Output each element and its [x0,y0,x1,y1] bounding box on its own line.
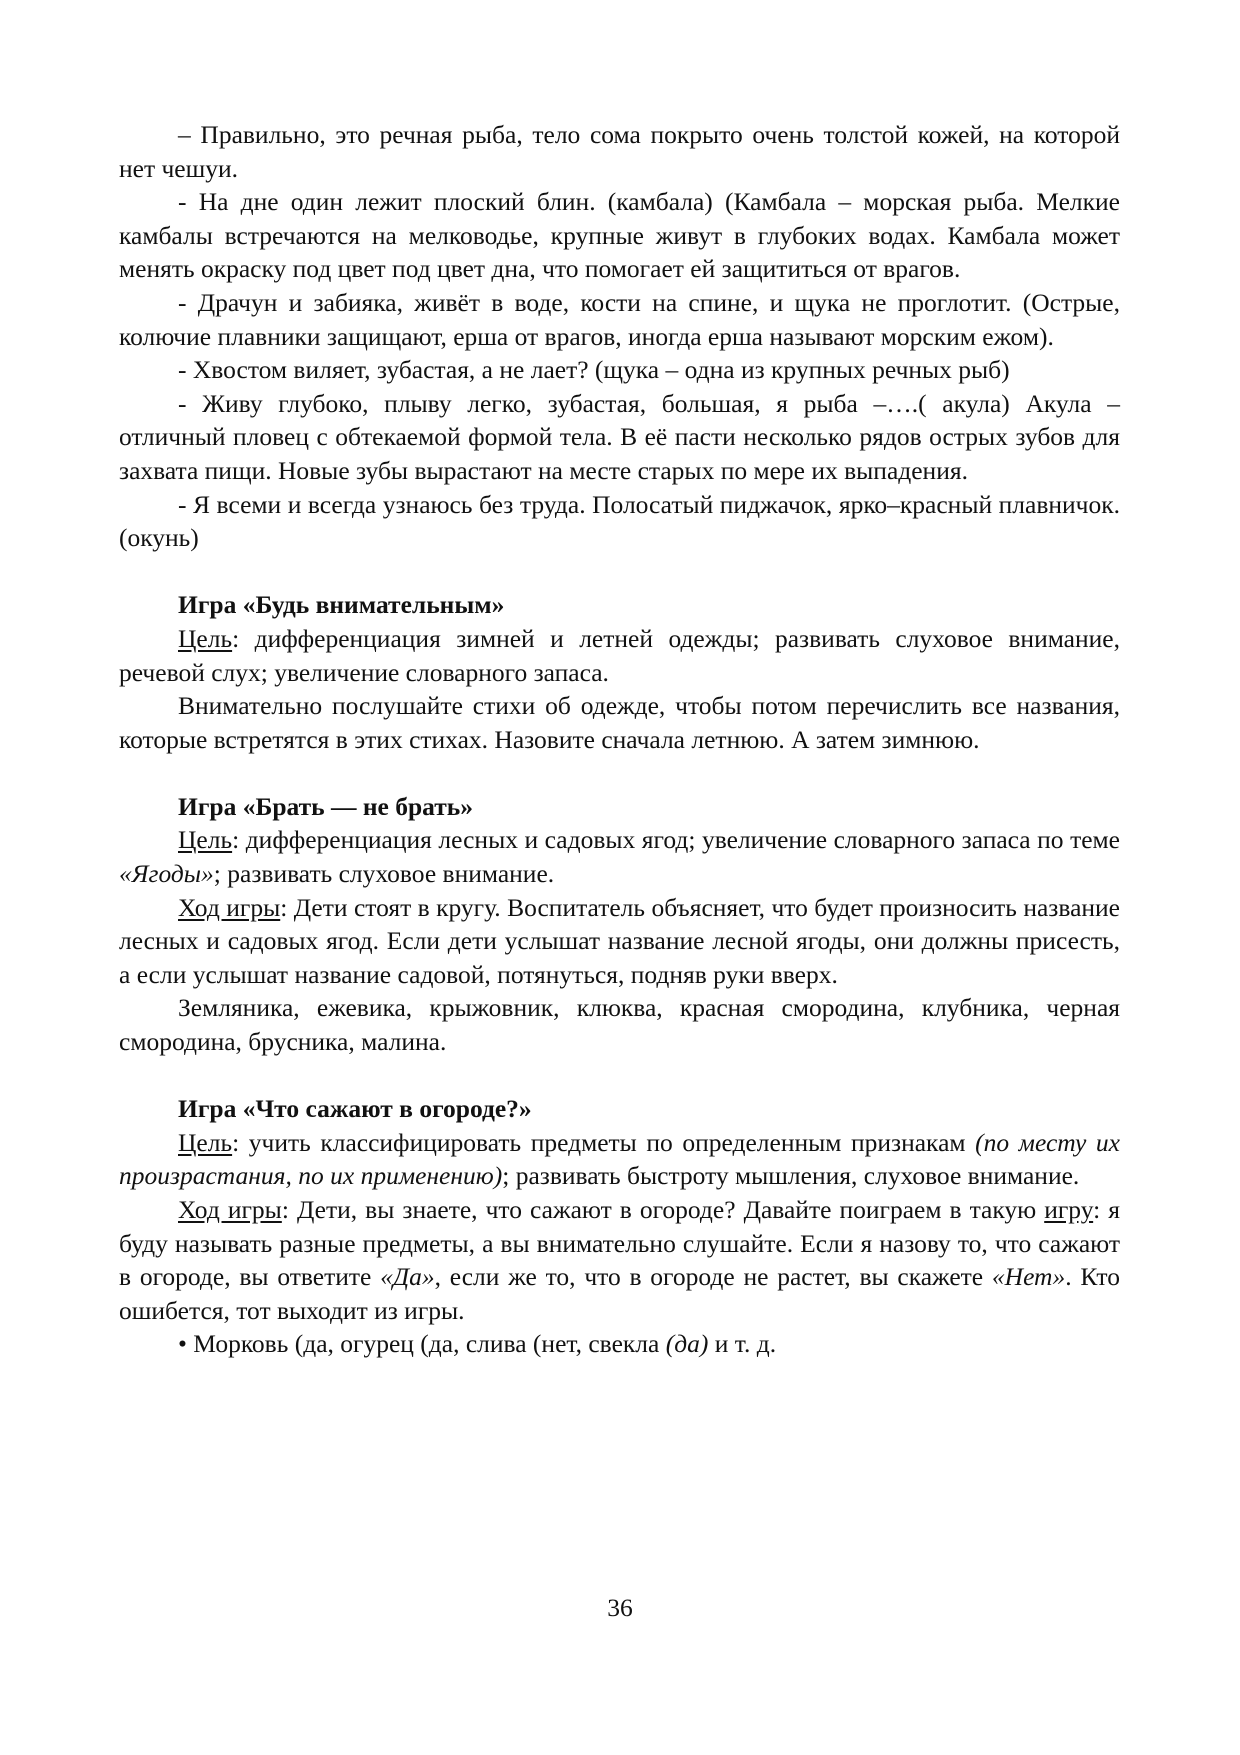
goal-italic: (по месту их произрастания, по их применению) [119,1127,1121,1191]
move-text: : Дети стоят в кругу. Воспитатель объясняет, что будет произносить название лесных и садовых ягод. Если дети услышат название лесной ягоды, они должны присесть, а если услышат название садовой, потянуться, подняв руки вверх. [119,892,1121,989]
paragraph-yorsh: - Драчун и забияка, живёт в воде, кости на спине, и щука не проглотит. (Острые, колючие плавники защищают, ерша от врагов, иногда ерша называют морским ежом). [119,287,1120,351]
move-text-4: . Кто ошибется, тот выходит из игры. [119,1262,1120,1325]
goal-italic: «Ягоды» [119,859,214,889]
bullet-text-end: и т. д. [708,1329,777,1359]
document-page [119,118,1120,1361]
move-label: Ход игры [178,1195,282,1224]
goal-paragraph [119,823,1120,890]
goal-text: : дифференциация лесных и садовых ягод; увеличение словарного запаса по теме [232,825,1120,855]
move-paragraph [119,891,1120,992]
goal-text: : дифференциация зимней и летней одежды; развивать слуховое внимание, речевой слух; увеличение словарного запаса. [119,623,1120,687]
move-label: Ход игры [178,892,281,922]
answer-no: «Нет» [991,1262,1066,1292]
instruction-paragraph: Внимательно послушайте стихи об одежде, чтобы потом перечислить все названия, которые встретятся в этих стихах. Назовите сначала летнюю. А затем зимнюю. [119,691,1120,754]
fish-riddles-block [119,118,1120,555]
answer-yes: «Да» [380,1262,435,1292]
game-link[interactable]: игру [1044,1195,1094,1224]
bullet-italic: (да) [665,1329,709,1359]
paragraph-akula: - Живу глубоко, плыву легко, зубастая, большая, я рыба –….( акула) Акула – отличный пловец с обтекаемой формой тела. В её пасти несколько рядов острых зубов для захвата пищи. Новые зубы вырастают на месте старых по мере их выпадения. [119,388,1120,485]
game-title: Игра «Брать — не брать» [178,791,474,821]
game-title: Игра «Будь внимательным» [178,590,505,620]
goal-label: Цель [178,1127,233,1157]
game-section-garden [119,1092,1120,1361]
paragraph-shchuka: - Хвостом виляет, зубастая, а не лает? (щука – одна из крупных речных рыб) [178,355,1010,385]
bullet-text: • Морковь (да, огурец (да, слива (нет, свекла [178,1329,666,1359]
goal-paragraph [119,622,1120,689]
goal-text-end: ; развивать слуховое внимание. [213,859,555,889]
paragraph-okun: - Я всеми и всегда узнаюсь без труда. Полосатый пиджачок, ярко–красный плавничок. (окунь) [119,489,1120,553]
move-paragraph [119,1193,1120,1327]
paragraph-kambala: - На дне один лежит плоский блин. (камбала) (Камбала – морская рыба. Мелкие камбалы встречаются на мелководье, крупные живут в глубоких водах. Камбала может менять окраску под цвет под цвет дна, что помогает ей защититься от врагов. [119,187,1120,284]
berries-list: Земляника, ежевика, крыжовник, клюква, красная смородина, клубника, черная смородина, брусника, малина. [119,993,1120,1057]
paragraph-som: – Правильно, это речная рыба, тело сома покрыто очень толстой кожей, на которой нет чешуи. [119,120,1120,183]
page-number: 36 [607,1593,633,1622]
bullet-example [119,1327,1120,1361]
game-section-attentive [119,588,1120,756]
goal-text-end: ; развивать быстроту мышления, слуховое внимание. [502,1161,1080,1191]
goal-label: Цель [178,623,233,653]
move-text-2: : я буду называть разные предметы, а вы внимательно слушайте. Если я назову то, что сажают в огороде, вы ответите [119,1195,1120,1292]
goal-text: : учить классифицировать предметы по определенным признакам [232,1127,976,1157]
goal-label: Цель [178,825,233,855]
game-section-berries [119,790,1120,1059]
goal-paragraph [119,1126,1120,1193]
move-text-3: , если же то, что в огороде не растет, вы скажете [434,1262,992,1292]
game-title: Игра «Что сажают в огороде?» [178,1094,532,1124]
move-text: : Дети, вы знаете, что сажают в огороде? Давайте поиграем в такую [281,1195,1045,1224]
